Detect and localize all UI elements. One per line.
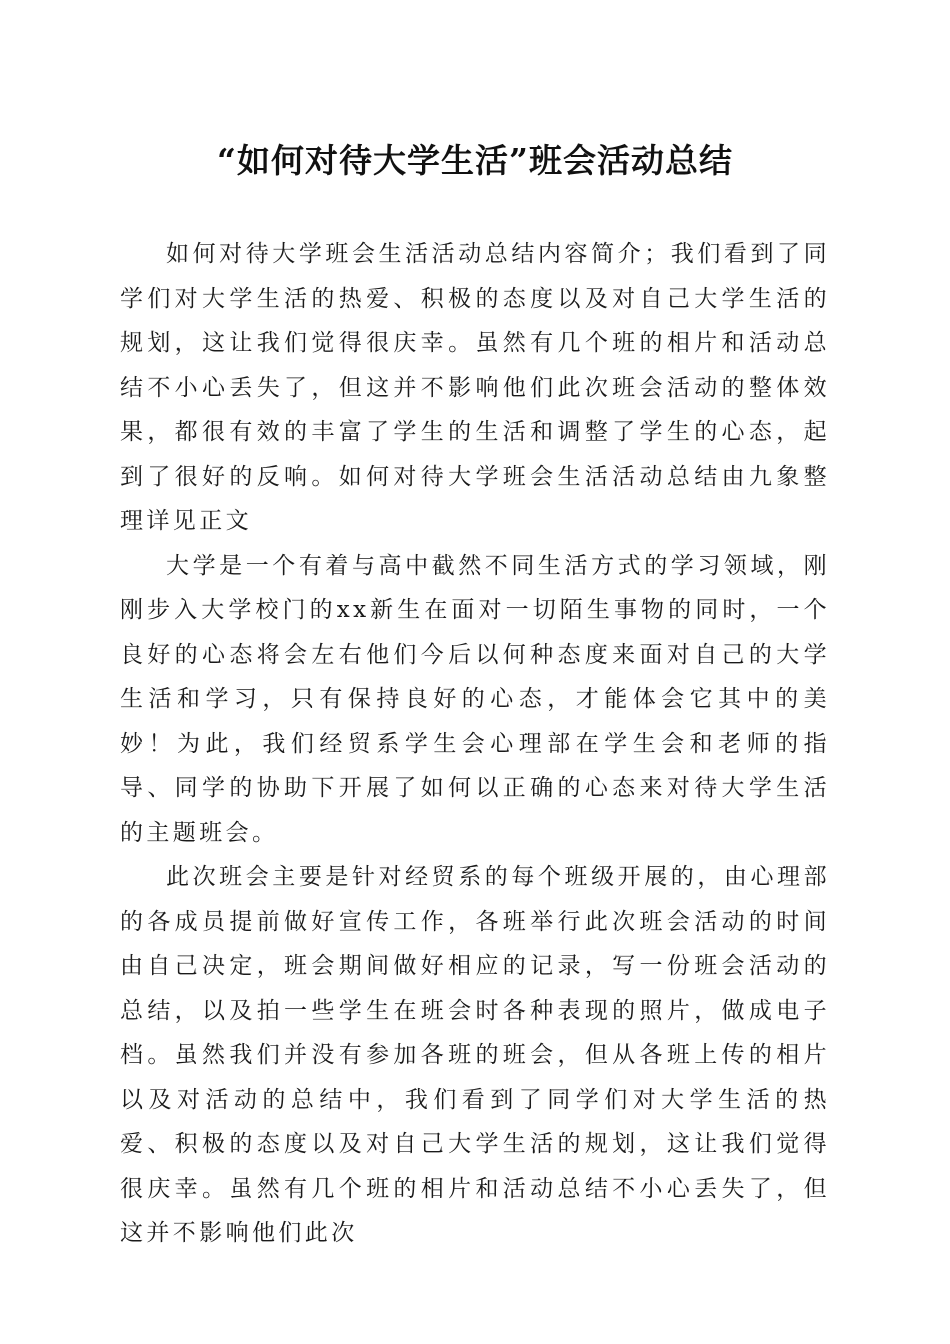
document-title: “如何对待大学生活”班会活动总结	[217, 141, 733, 180]
paragraph-introduction: 大学是一个有着与高中截然不同生活方式的学习领域，刚刚步入大学校门的xx新生在面对一切陌生事物的同时，一个良好的心态将会左右他们今后以何种态度来面对自己的大学生活和学习，只有保持良好的心态，才能体会它其中的美妙！为此，我们经贸系学生会心理部在学生会和老师的指导、同学的协助下开展了如何以正确的心态来对待大学生活的主题班会。	[120, 552, 830, 846]
paragraph-activity: 此次班会主要是针对经贸系的每个班级开展的，由心理部的各成员提前做好宣传工作，各班举行此次班会活动的时间由自己决定，班会期间做好相应的记录，写一份班会活动的总结，以及拍一些学生在班会时各种表现的照片，做成电子档。虽然我们并没有参加各班的班会，但从各班上传的相片以及对活动的总结中，我们看到了同学们对大学生活的热爱、积极的态度以及对自己大学生活的规划，这让我们觉得很庆幸。虽然有几个班的相片和活动总结不小心丢失了，但这并不影响他们此次	[120, 864, 830, 1246]
document-body	[120, 232, 830, 1256]
paragraph-summary: 如何对待大学班会生活活动总结内容简介；我们看到了同学们对大学生活的热爱、积极的态度以及对自己大学生活的规划，这让我们觉得很庆幸。虽然有几个班的相片和活动总结不小心丢失了，但这并不影响他们此次班会活动的整体效果，都很有效的丰富了学生的生活和调整了学生的心态，起到了很好的反响。如何对待大学班会生活活动总结由九象整理详见正文	[120, 241, 830, 534]
